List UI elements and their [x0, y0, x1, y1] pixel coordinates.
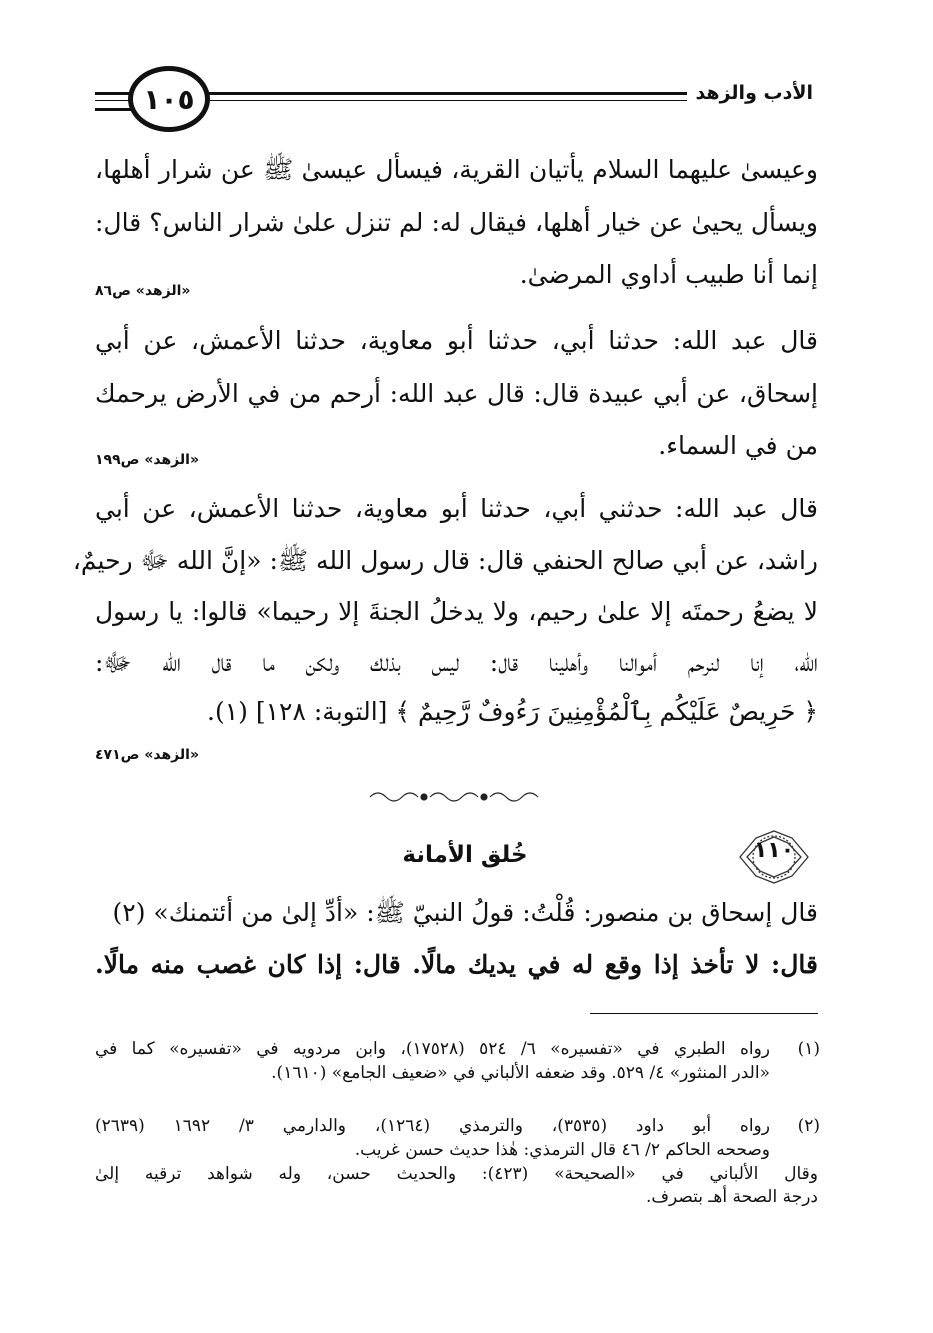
p3-line-3: لا يضعُ رحمتَه إلا علىٰ رحيم، ولا يدخلُ الجنةَ إلا رحيما» قالوا: يا رسول [95, 597, 818, 626]
footnote-2-marker: (٢) [797, 1116, 820, 1136]
footnote-1 [95, 1038, 818, 1086]
footnote-2-line-4: درجة الصحة أهـ بتصرف. [645, 1187, 818, 1208]
source-citation-1: «الزهد» ص٨٦ [95, 283, 191, 299]
footnote-2-line-1: رواه أبو داود (٣٥٣٥)، والترمذي (١٢٦٤)، والدارمي ٣/ ١٦٩٢ (٢٦٣٩) [95, 1116, 770, 1136]
page-number: ١٠٥ [128, 66, 210, 132]
p1-line-3: إنما أنا طبيب أداوي المرضىٰ. [519, 260, 818, 289]
section-number: ١١٠ [753, 838, 795, 863]
footnote-separator [590, 1013, 818, 1014]
section-line-2: قال: لا تأخذ إذا وقع له في يديك مالًا. قال: إذا كان غصب منه مالًا. [95, 950, 818, 979]
footnote-2 [95, 1115, 818, 1210]
footnote-2-line-3: وقال الألباني في «الصحيحة» (٤٢٣): والحديث حسن، وله شواهد ترقيه إلىٰ [95, 1163, 819, 1184]
p2-line-3: من في السماء. [658, 431, 818, 460]
running-title: الأدب والزهد [687, 82, 821, 104]
p1-line-2: ويسأل يحيىٰ عن خيار أهلها، فيقال له: لم تنزل علىٰ شرار الناس؟ قال: [95, 208, 818, 237]
source-citation-3: «الزهد» ص٤٧١ [95, 747, 199, 763]
ornament-divider-icon [360, 787, 550, 807]
p3-line-2: راشد، عن أبي صالح الحنفي قال: قال رسول الله ﷺ: «إنَّ الله ﷻ رحيمٌ، [72, 546, 818, 575]
p3-line-5-quran-verse: ﴿ حَرِيصٌ عَلَيْكُم بِٱلْمُؤْمِنِينَ رَءُوفٌ رَّحِيمٌ ﴾ [التوبة: ١٢٨] (١). [207, 697, 818, 726]
section-line-1: قال إسحاق بن منصور: قُلْتُ: قولُ النبيّ ﷺ: «أدِّ إلىٰ من أئتمنك» (٢) [112, 898, 818, 927]
p2-line-1: قال عبد الله: حدثنا أبي، حدثنا أبو معاوية، حدثنا الأعمش، عن أبي [95, 326, 818, 355]
section-title: خُلق الأمانة [402, 842, 528, 868]
footnote-1-line-2: «الدر المنثور» ٤/ ٥٢٩. وقد ضعفه الألباني في «ضعيف الجامع» (١٦١٠). [271, 1062, 770, 1083]
p3-line-1: قال عبد الله: حدثني أبي، حدثنا أبو معاوية، حدثنا الأعمش، عن أبي [95, 494, 818, 523]
p2-line-2: إسحاق، عن أبي عبيدة قال: قال عبد الله: أرحم من في الأرض يرحمك [95, 379, 818, 408]
p1-line-1: وعيسىٰ عليهما السلام يأتيان القرية، فيسأل عيسىٰ ﷺ عن شرار أهلها، [95, 155, 818, 184]
p3-line-4: الله، إنا لنرحم أموالنا وأهلينا قال: ليس بذلك ولكن ما قال الله ﷻ: [95, 648, 818, 677]
footnote-1-line-1: رواه الطبري في «تفسيره» ٦/ ٥٢٤ (١٧٥٢٨)، وابن مردويه في «تفسيره» كما في [95, 1039, 771, 1059]
footnote-1-marker: (١) [797, 1039, 820, 1059]
source-citation-2: «الزهد» ص١٩٩ [95, 452, 199, 468]
footnote-2-line-2: وصححه الحاكم ٢/ ٤٦ قال الترمذي: هٰذا حديث حسن غريب. [354, 1139, 770, 1160]
